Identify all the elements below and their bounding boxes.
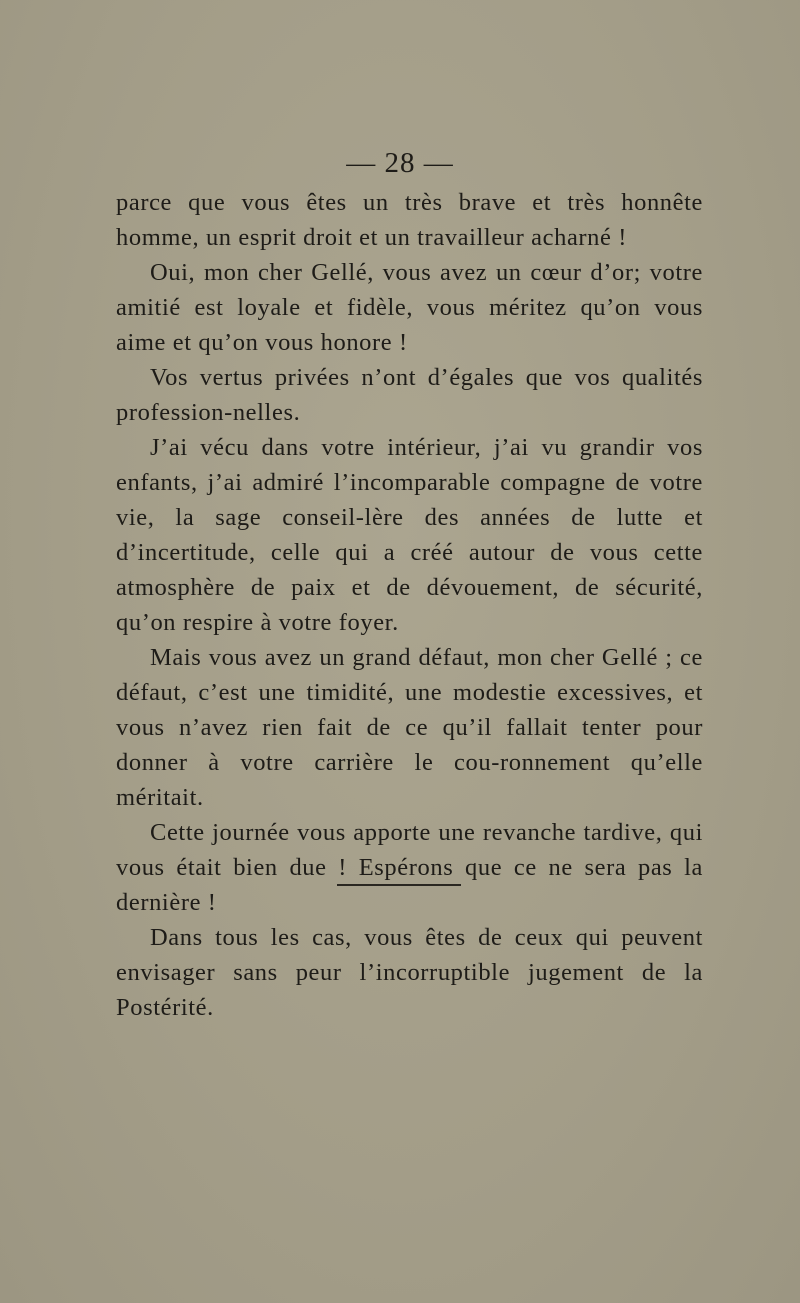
paragraph-3: Vos vertus privées n’ont d’égales que vos qualités profession-nelles. (116, 364, 703, 426)
body-text (116, 185, 703, 1025)
paragraph-4: J’ai vécu dans votre intérieur, j’ai vu grandir vos enfants, j’ai admiré l’incomparable compagne de votre vie, la sage conseil-lère des années de lutte et d’incertitude, celle qui a créé autour de vous cette atmosphère de paix et de dévouement, de sécurité, qu’on respire à votre foyer. (116, 434, 703, 636)
paragraph-6: Cette journée vous apporte une revanche tardive, qui vous était bien due ! Espérons que ce ne sera pas la dernière ! (116, 819, 703, 916)
page-number: — 28 — (346, 147, 454, 179)
paragraph-1: parce que vous êtes un très brave et très honnête homme, un esprit droit et un travailleur acharné ! (116, 189, 703, 251)
paragraph-5: Mais vous avez un grand défaut, mon cher Gellé ; ce défaut, c’est une timidité, une modestie excessives, et vous n’avez rien fait de ce qu’il fallait tenter pour donner à votre carrière le cou-ronnement qu’elle méritait. (116, 644, 703, 811)
paragraph-2: Oui, mon cher Gellé, vous avez un cœur d’or; votre amitié est loyale et fidèle, vous méritez qu’on vous aime et qu’on vous honore ! (116, 259, 703, 356)
paragraph-7: Dans tous les cas, vous êtes de ceux qui peuvent envisager sans peur l’incorruptible jugement de la Postérité. (116, 924, 703, 1021)
end-divider-rule (337, 884, 461, 886)
